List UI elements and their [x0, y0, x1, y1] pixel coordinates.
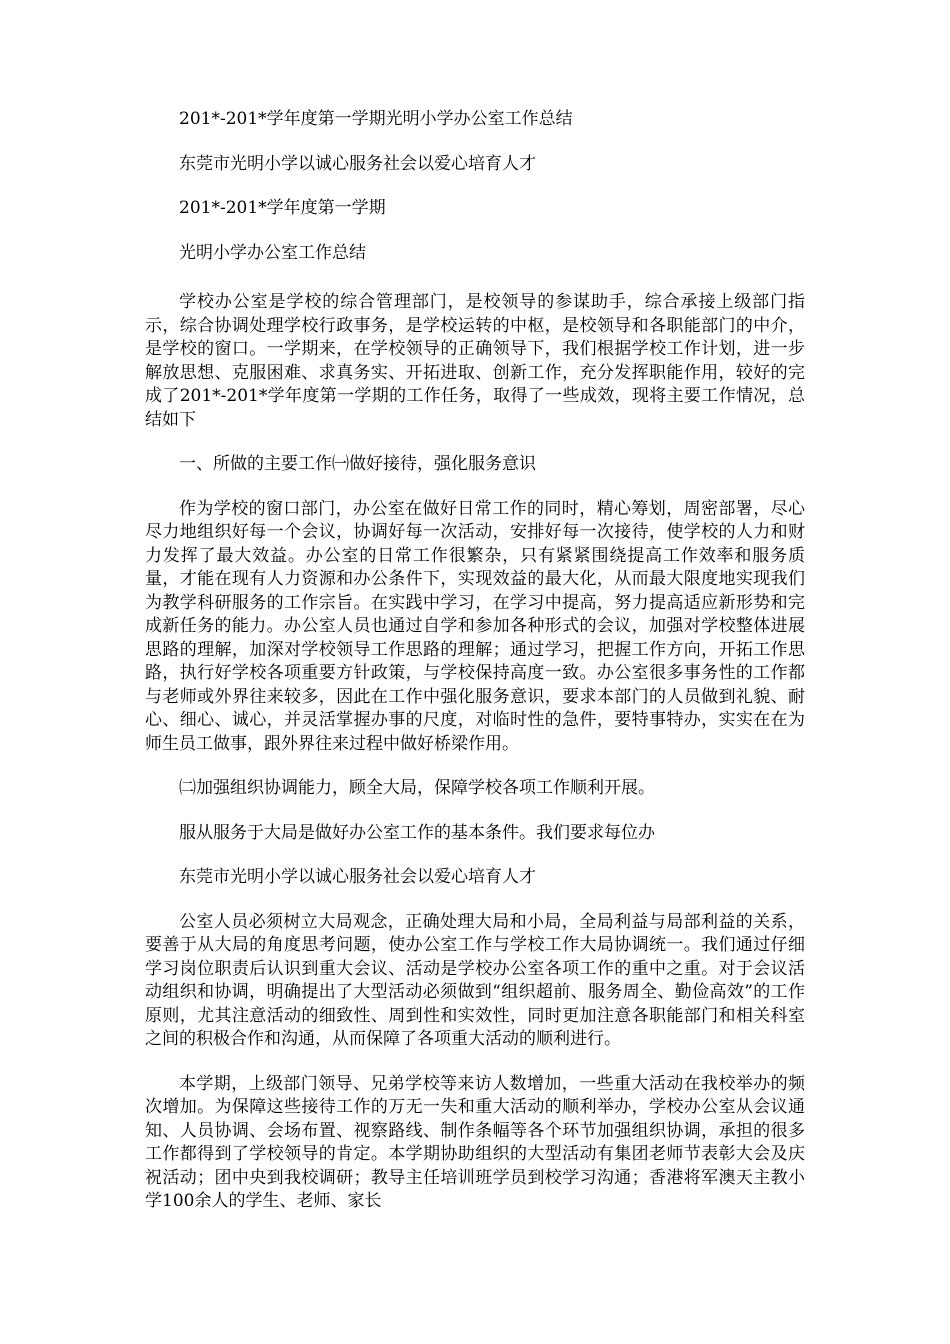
- paragraph-intro: 学校办公室是学校的综合管理部门，是校领导的参谋助手，综合承接上级部门指示，综合协调处理学校行政事务，是学校运转的中枢，是校领导和各职能部门的中介，是学校的窗口。一学期来，在学校领导的正确领导下，我们根据学校工作计划，进一步解放思想、克服困难、求真务实、开拓进取、创新工作，充分发挥职能作用，较好的完成了201*-201*学年度第一学期的工作任务，取得了一些成效，现将主要工作情况，总结如下: [145, 292, 805, 430]
- paragraph-activities: 本学期，上级部门领导、兄弟学校等来访人数增加，一些重大活动在我校举办的频次增加。为保障这些接待工作的万无一失和重大活动的顺利举办，学校办公室从会议通知、人员协调、会场布置、视察路线、制作条幅等各个环节加强组织协调，承担的很多工作都得到了学校领导的肯定。本学期协助组织的大型活动有集团老师节表彰大会及庆祝活动；团中央到我校调研；教导主任培训班学员到校学习沟通；香港将军澳天主教小学100余人的学生、老师、家长: [145, 1073, 805, 1211]
- paragraph-coordination-start: 服从服务于大局是做好办公室工作的基本条件。我们要求每位办: [179, 822, 655, 843]
- paragraph-coordination: 公室人员必须树立大局观念，正确处理大局和小局，全局利益与局部利益的关系，要善于从大局的角度思考问题，使办公室工作与学校工作大局协调统一。我们通过仔细学习岗位职责后认识到重大会议、活动是学校办公室各项工作的重中之重。对于会议活动组织和协调，明确提出了大型活动必须做到“组织超前、服务周全、勤俭高效”的工作原则，尤其注意活动的细致性、周到性和实效性，同时更加注意各职能部门和相关科室之间的积极合作和沟通，从而保障了各项重大活动的顺利进行。: [145, 911, 805, 1049]
- section-heading-coordination: ㈡加强组织协调能力，顾全大局，保障学校各项工作顺利开展。: [179, 778, 655, 798]
- school-motto-repeat: 东莞市光明小学以诚心服务社会以爱心培育人才: [179, 867, 536, 887]
- document-title: 201*-201*学年度第一学期光明小学办公室工作总结: [179, 109, 573, 129]
- section-heading-reception: 一、所做的主要工作㈠做好接待，强化服务意识: [179, 454, 536, 474]
- report-subtitle: 光明小学办公室工作总结: [179, 242, 366, 263]
- school-motto-header: 东莞市光明小学以诚心服务社会以爱心培育人才: [179, 153, 536, 174]
- document-body: [145, 108, 805, 1235]
- paragraph-reception: 作为学校的窗口部门，办公室在做好日常工作的同时，精心筹划，周密部署，尽心尽力地组织好每一个会议，协调好每一次活动，安排好每一次接待，使学校的人力和财力发挥了最大效益。办公室的日常工作很繁杂，只有紧紧围绕提高工作效率和服务质量，才能在现有人力资源和办公条件下，实现效益的最大化，从而最大限度地实现我们为教学科研服务的工作宗旨。在实践中学习，在学习中提高，努力提高适应新形势和完成新任务的能力。办公室人员也通过自学和参加各种形式的会议，加强对学校整体进展思路的理解，加深对学校领导工作思路的理解；通过学习，把握工作方向，开拓工作思路，执行好学校各项重要方针政策，与学校保持高度一致。办公室很多事务性的工作都与老师或外界往来较多，因此在工作中强化服务意识，要求本部门的人员做到礼貌、耐心、细心、诚心，并灵活掌握办事的尺度，对临时性的急件，要特事特办，实实在在为师生员工做事，跟外界往来过程中做好桥梁作用。: [145, 498, 805, 754]
- term-subtitle: 201*-201*学年度第一学期: [179, 198, 386, 218]
